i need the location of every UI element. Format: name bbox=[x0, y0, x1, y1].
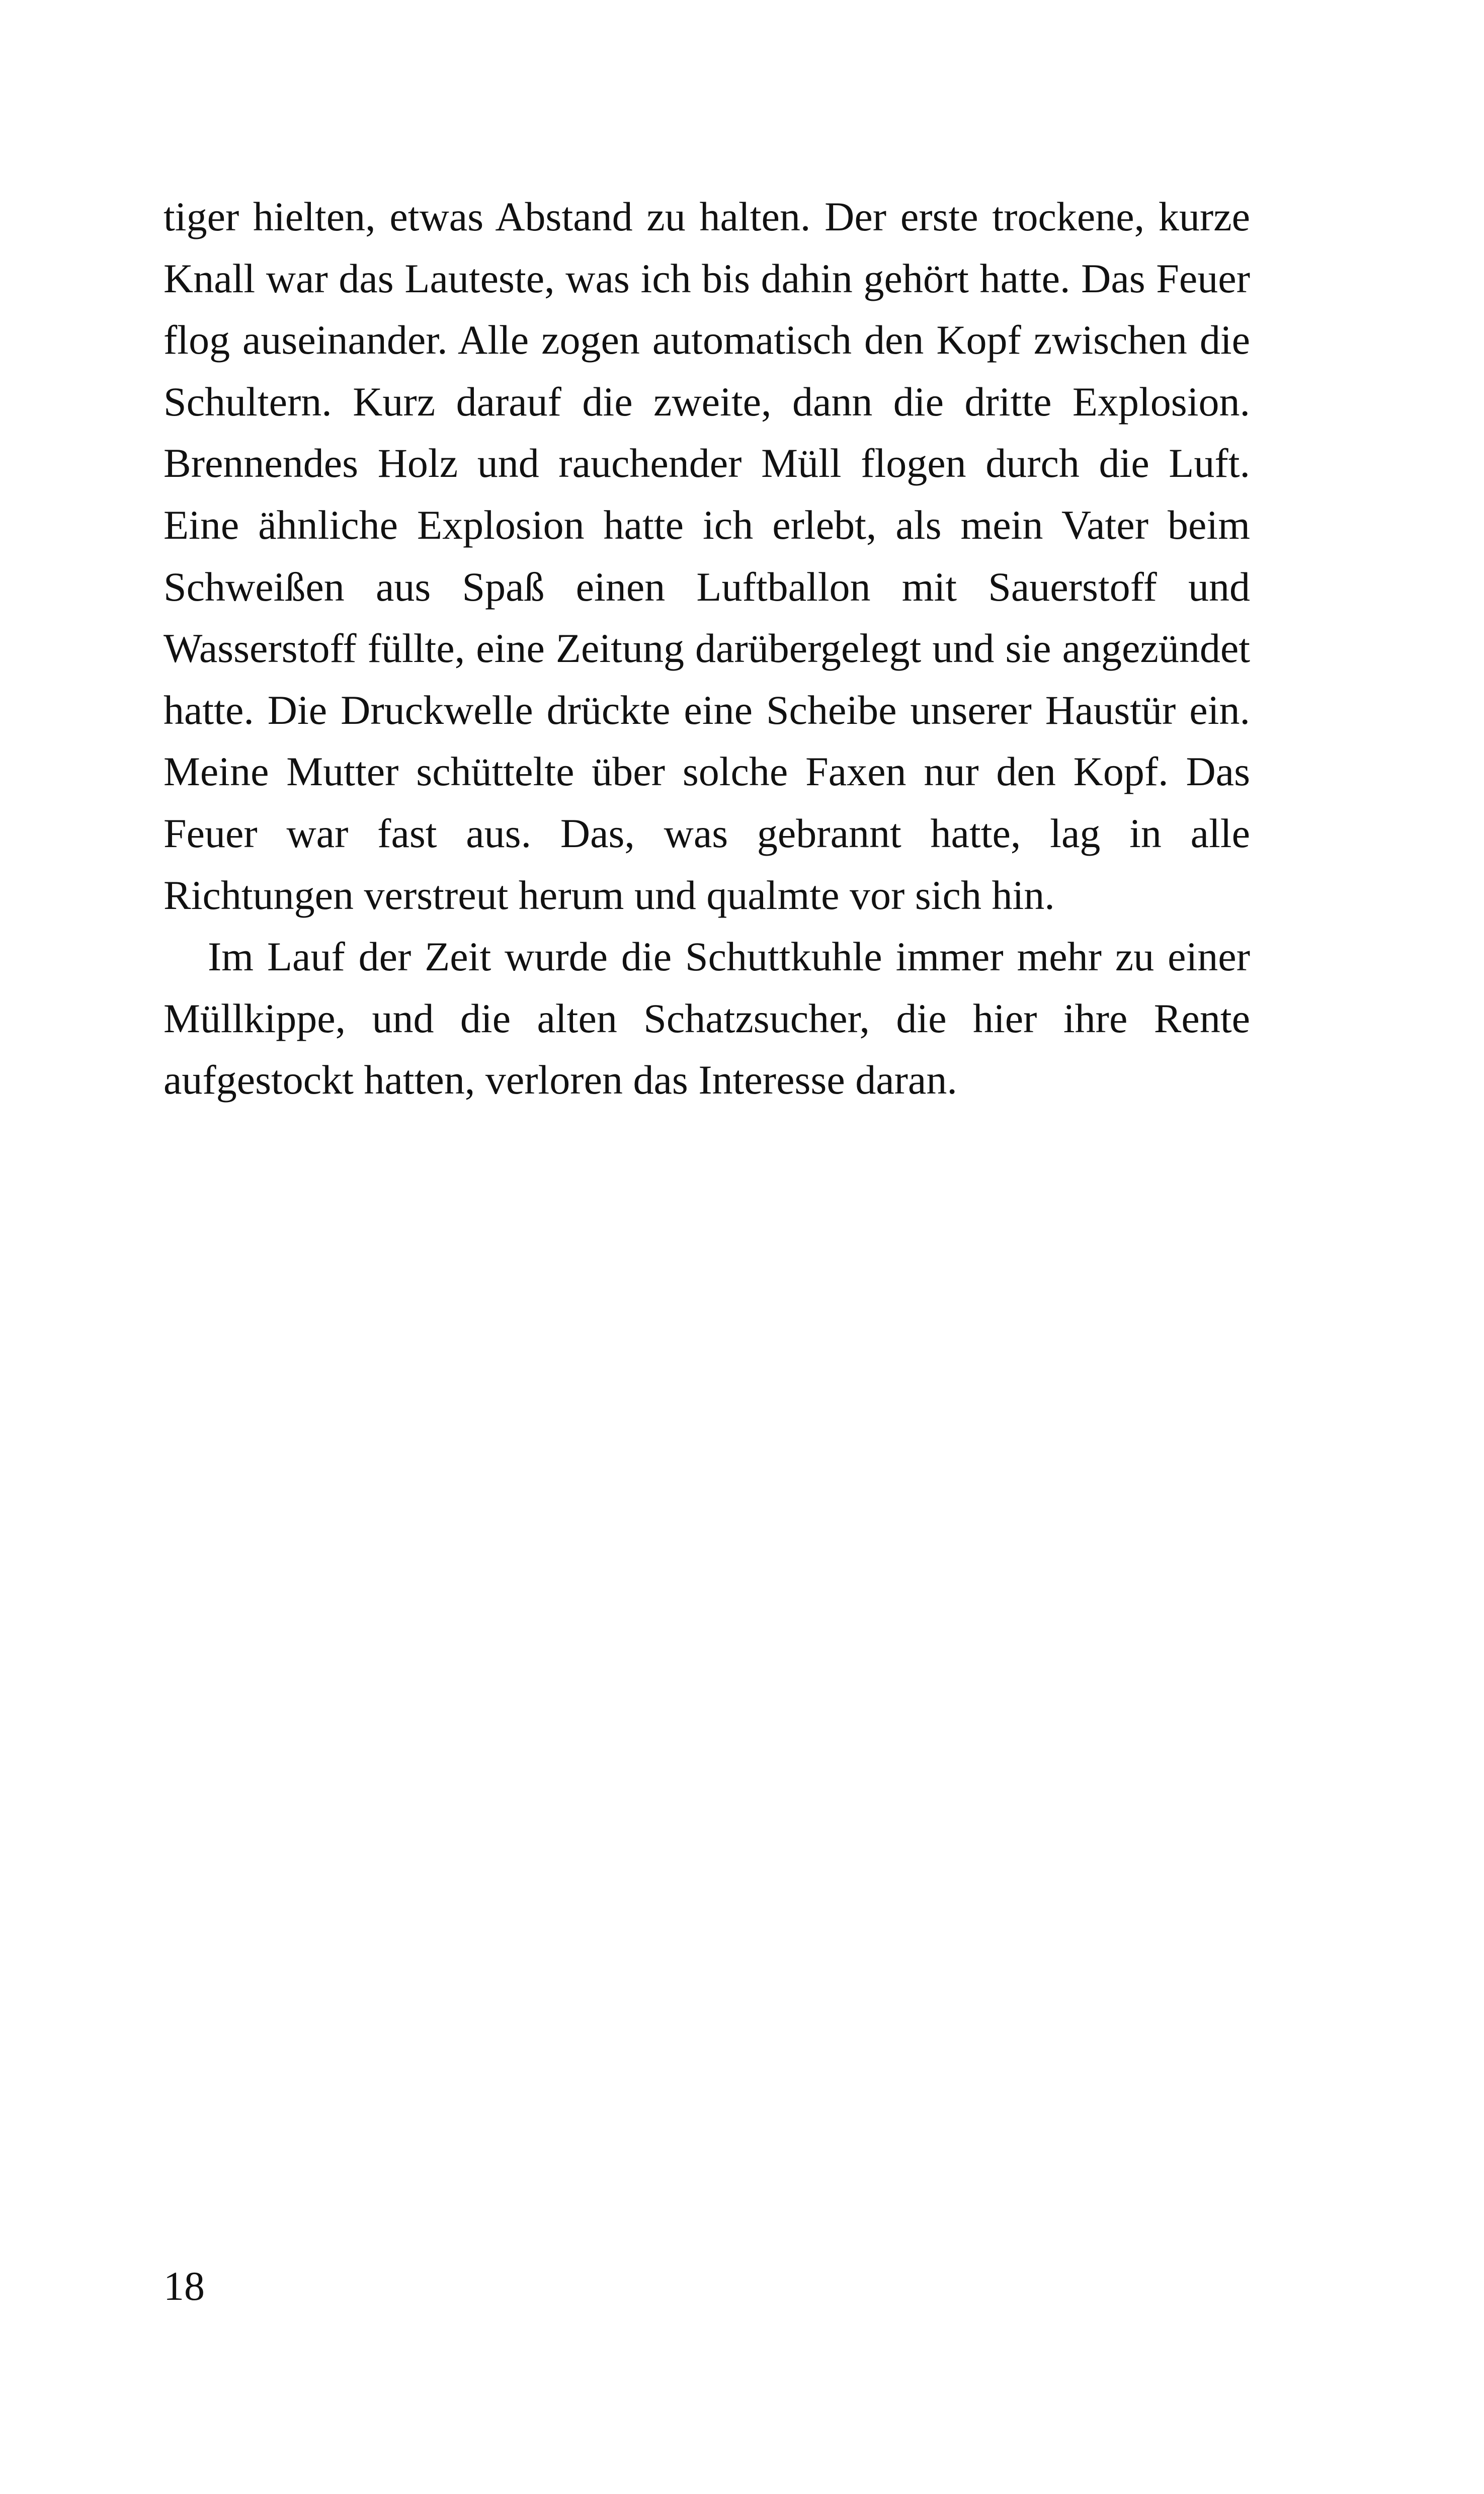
paragraph-1: tiger hielten, etwas Abstand zu halten. Der erste trockene, kurze Knall war das Lauteste, was ich bis dahin gehört hatte. Das Feuer flog auseinander. Alle zogen automatisch den Kopf zwischen die Schultern. Kurz darauf die zweite, dann die dritte Explosion. Brennendes Holz und rauchender Müll flogen durch die Luft. Eine ähnliche Explosion hatte ich erlebt, als mein Vater beim Schweißen aus Spaß einen Luftballon mit Sauerstoff und Wasserstoff füllte, eine Zeitung darübergelegt und sie angezündet hatte. Die Druckwelle drückte eine Scheibe unserer Haustür ein. Meine Mutter schüttelte über solche Faxen nur den Kopf. Das Feuer war fast aus. Das, was gebrannt hatte, lag in alle Richtungen verstreut herum und qualmte vor sich hin. bbox=[163, 194, 1250, 918]
body-text bbox=[163, 186, 1250, 1111]
page-number: 18 bbox=[163, 2263, 205, 2309]
paragraph-2: Im Lauf der Zeit wurde die Schuttkuhle immer mehr zu einer Müllkippe, und die alten Schatzsucher, die hier ihre Rente aufgestockt hatten, verloren das Interesse daran. bbox=[163, 934, 1250, 1103]
